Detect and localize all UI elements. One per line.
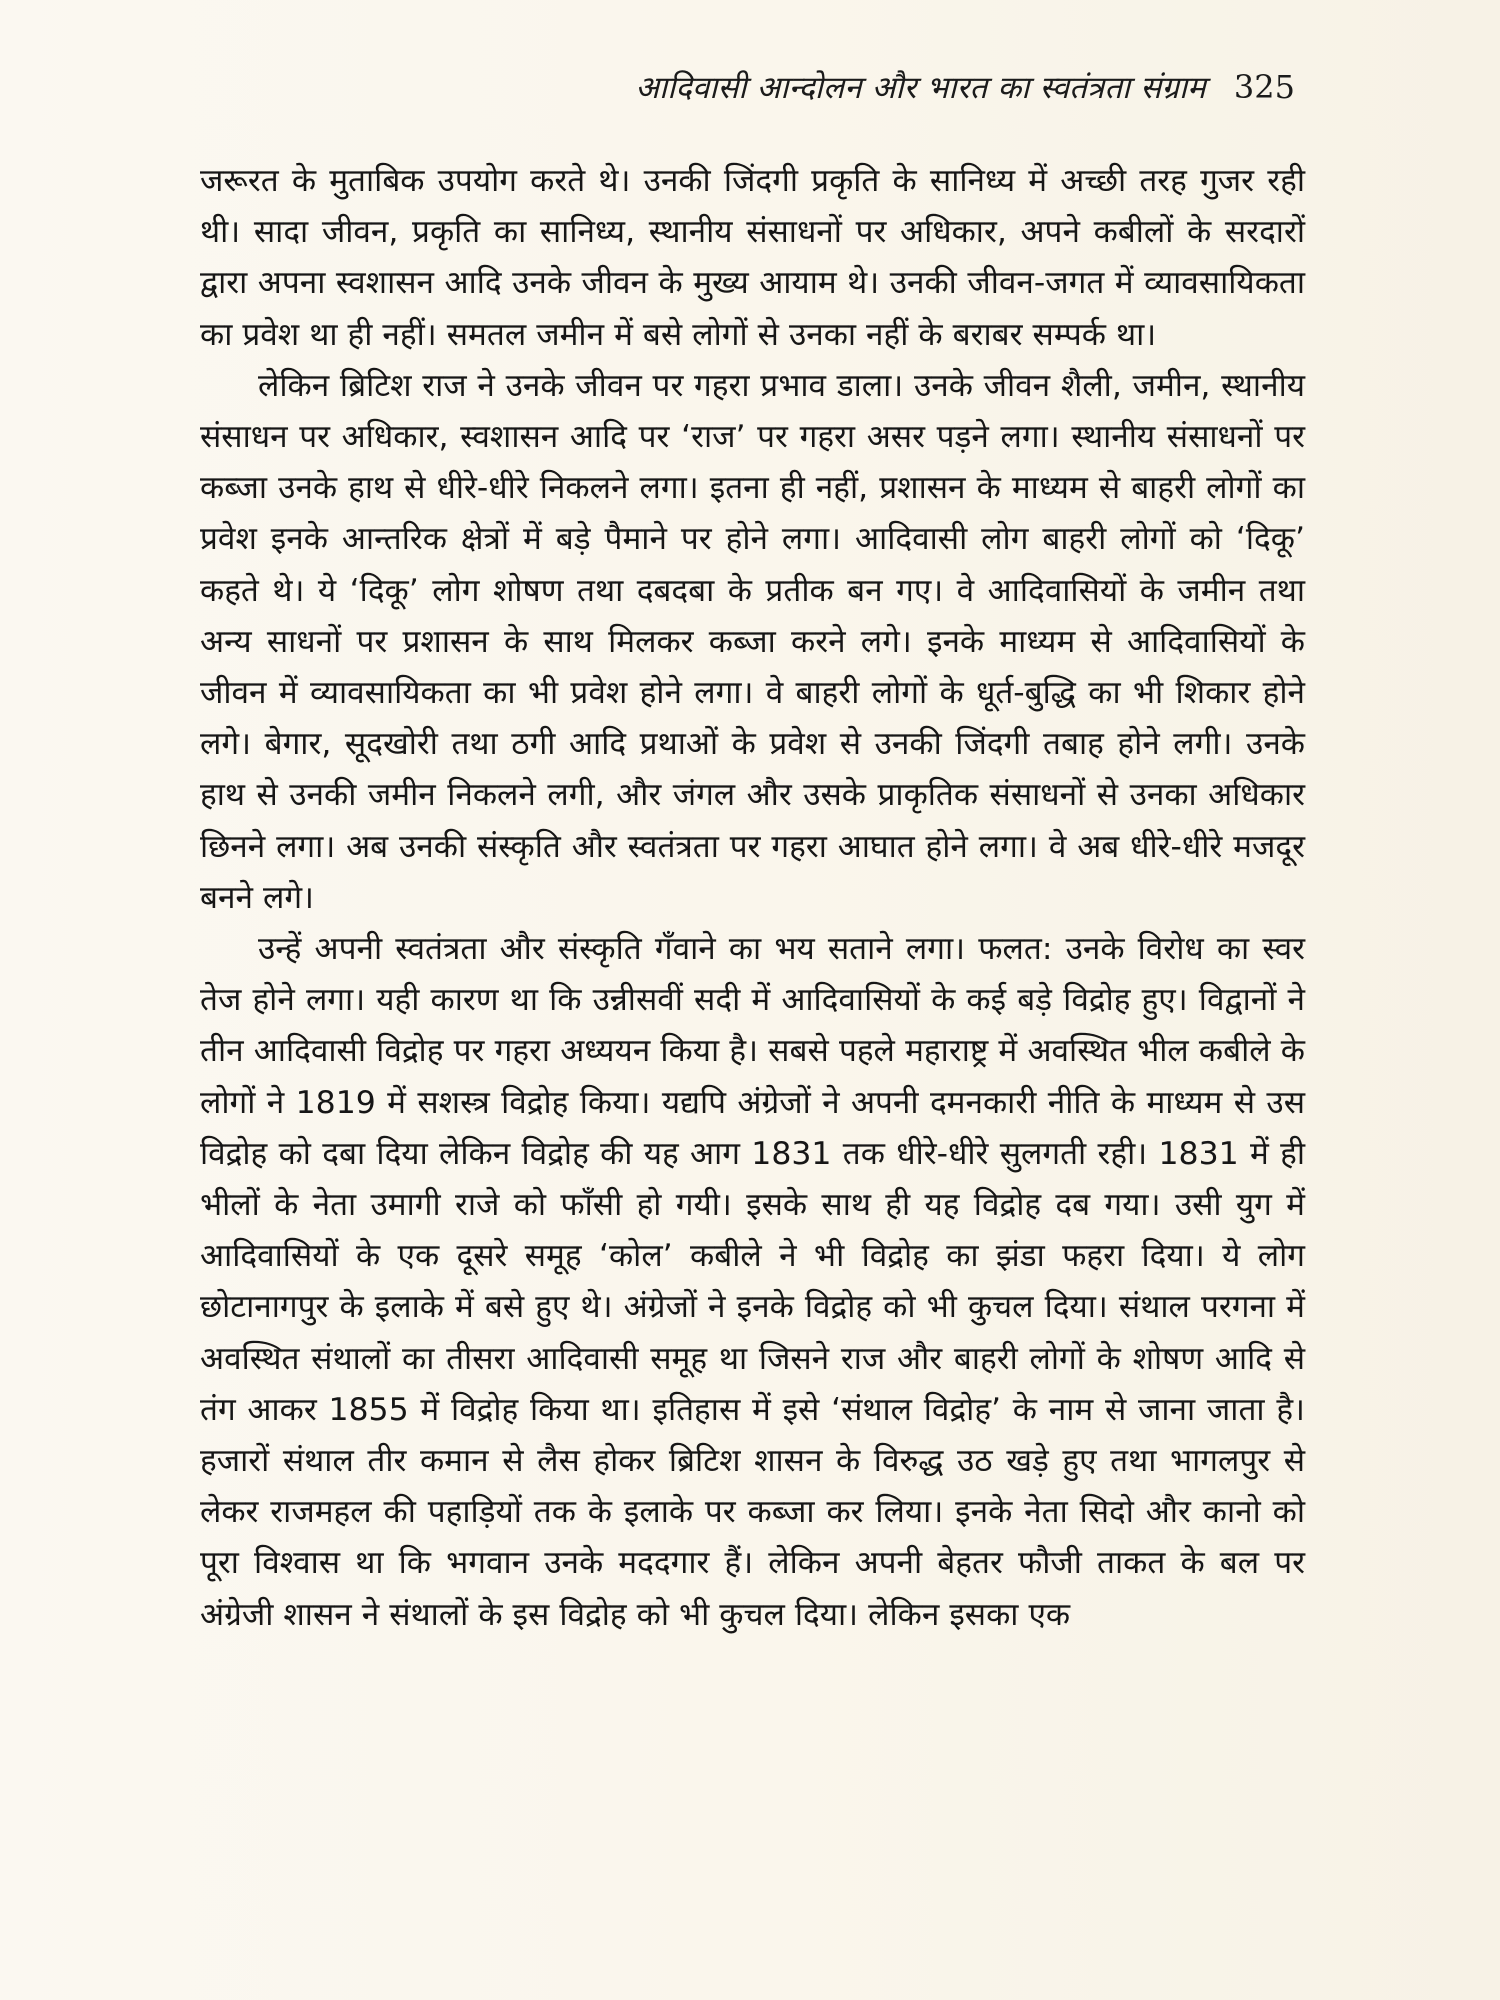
paragraph-3: उन्हें अपनी स्वतंत्रता और संस्कृति गँवाने का भय सताने लगा। फलत: उनके विरोध का स्वर तेज होने लगा। यही कारण था कि उन्नीसवीं सदी में आदिवासियों के कई बड़े विद्रोह हुए। विद्वानों ने तीन आदिवासी विद्रोह पर गहरा अध्ययन किया है। सबसे पहले महाराष्ट्र में अवस्थित भील कबीले के लोगों ने 1819 में सशस्त्र विद्रोह किया। यद्यपि अंग्रेजों ने अपनी दमनकारी नीति के माध्यम से उस विद्रोह को दबा दिया लेकिन विद्रोह की यह आग 1831 तक धीरे-धीरे सुलगती रही। 1831 में ही भीलों के नेता उमागी राजे को फाँसी हो गयी। इसके साथ ही यह विद्रोह दब गया। उसी युग में आदिवासियों के एक दूसरे समूह ‘कोल’ कबीले ने भी विद्रोह का झंडा फहरा दिया। ये लोग छोटानागपुर के इलाके में बसे हुए थे। अंग्रेजों ने इनके विद्रोह को भी कुचल दिया। संथाल परगना में अवस्थित संथालों का तीसरा आदिवासी समूह था जिसने राज और बाहरी लोगों के शोषण आदि से तंग आकर 1855 में विद्रोह किया था। इतिहास में इसे ‘संथाल विद्रोह’ के नाम से जाना जाता है। हजारों संथाल तीर कमान से लैस होकर ब्रिटिश शासन के विरुद्ध उठ खड़े हुए तथा भागलपुर से लेकर राजमहल की पहाड़ियों तक के इलाके पर कब्जा कर लिया। इनके नेता सिदो और कानो को पूरा विश्वास था कि भगवान उनके मददगार हैं। लेकिन अपनी बेहतर फौजी ताकत के बल पर अंग्रेजी शासन ने संथालों के इस विद्रोह को भी कुचल दिया। लेकिन इसका एक xyxy=(200,931,1305,1633)
paragraph-2: लेकिन ब्रिटिश राज ने उनके जीवन पर गहरा प्रभाव डाला। उनके जीवन शैली, जमीन, स्थानीय संसाधन पर अधिकार, स्वशासन आदि पर ‘राज’ पर गहरा असर पड़ने लगा। स्थानीय संसाधनों पर कब्जा उनके हाथ से धीरे-धीरे निकलने लगा। इतना ही नहीं, प्रशासन के माध्यम से बाहरी लोगों का प्रवेश इनके आन्तरिक क्षेत्रों में बड़े पैमाने पर होने लगा। आदिवासी लोग बाहरी लोगों को ‘दिकू’ कहते थे। ये ‘दिकू’ लोग शोषण तथा दबदबा के प्रतीक बन गए। वे आदिवासियों के जमीन तथा अन्य साधनों पर प्रशासन के साथ मिलकर कब्जा करने लगे। इनके माध्यम से आदिवासियों के जीवन में व्यावसायिकता का भी प्रवेश होने लगा। वे बाहरी लोगों के धूर्त-बुद्धि का भी शिकार होने लगे। बेगार, सूदखोरी तथा ठगी आदि प्रथाओं के प्रवेश से उनकी जिंदगी तबाह होने लगी। उनके हाथ से उनकी जमीन निकलने लगी, और जंगल और उसके प्राकृतिक संसाधनों से उनका अधिकार छिनने लगा। अब उनकी संस्कृति और स्वतंत्रता पर गहरा आघात होने लगा। वे अब धीरे-धीरे मजदूर बनने लगे। xyxy=(200,367,1305,916)
running-header xyxy=(200,66,1295,108)
body-text xyxy=(200,156,1305,1641)
page-number: 325 xyxy=(1233,68,1295,106)
running-title: आदिवासी आन्दोलन और भारत का स्वतंत्रता संग्राम xyxy=(635,70,1206,106)
paragraph-1: जरूरत के मुताबिक उपयोग करते थे। उनकी जिंदगी प्रकृति के सानिध्य में अच्छी तरह गुजर रही थी। सादा जीवन, प्रकृति का सानिध्य, स्थानीय संसाधनों पर अधिकार, अपने कबीलों के सरदारों द्वारा अपना स्वशासन आदि उनके जीवन के मुख्य आयाम थे। उनकी जीवन-जगत में व्यावसायिकता का प्रवेश था ही नहीं। समतल जमीन में बसे लोगों से उनका नहीं के बराबर सम्पर्क था। xyxy=(200,163,1305,353)
